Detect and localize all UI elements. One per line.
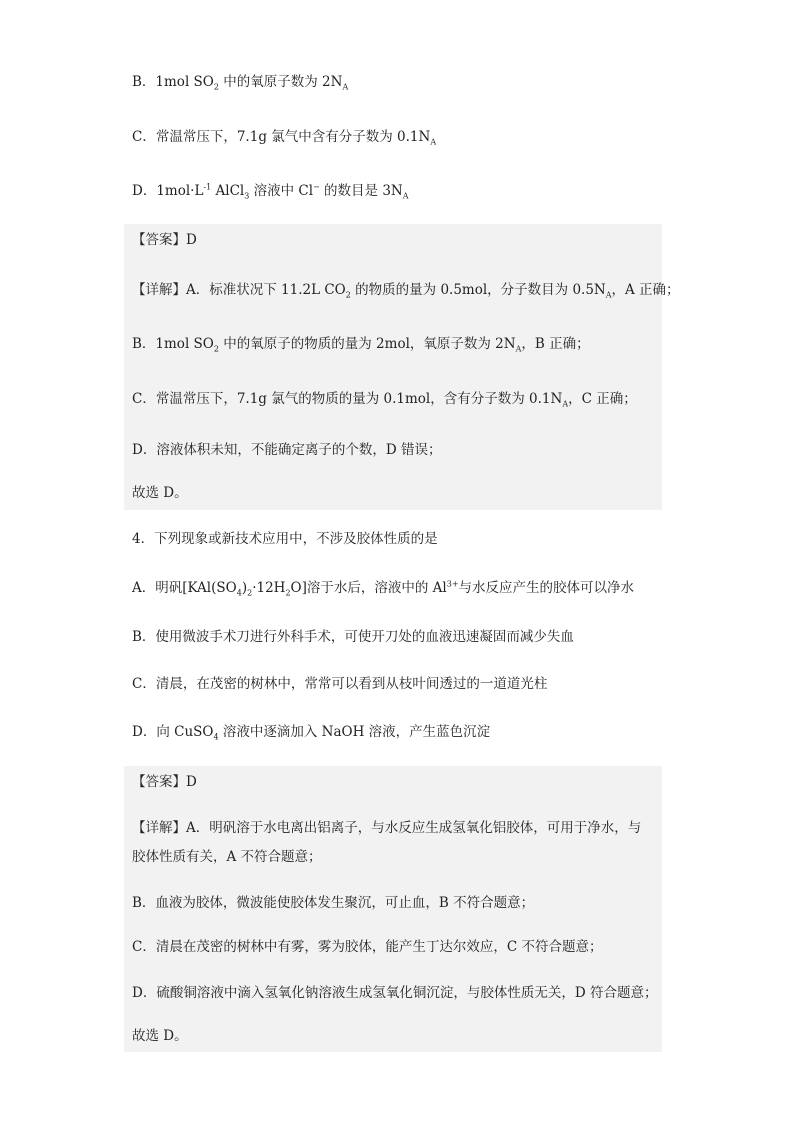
- text: D．向 CuSO: [132, 724, 214, 740]
- q4-detail-d: D．硫酸铜溶液中滴入氢氧化钠溶液生成氢氧化铜沉淀，与胶体性质无关，D 符合题意；: [132, 985, 658, 1001]
- option-label: B．: [132, 74, 156, 90]
- option-label: D．: [132, 183, 157, 199]
- subscript: 2: [345, 290, 351, 300]
- text: 的数目是 3N: [319, 183, 403, 199]
- superscript: −: [313, 182, 320, 192]
- q4-answer: 【答案】D: [132, 774, 197, 790]
- text: 【详解】A．标准状况下 11.2L CO: [132, 282, 346, 298]
- subscript: 4: [236, 588, 242, 598]
- text: ，C 正确；: [568, 391, 637, 407]
- q3-option-c: [132, 127, 662, 147]
- q4-option-d: [132, 722, 662, 742]
- q4-option-a: [132, 578, 662, 598]
- q4-detail-b: B．血液为胶体，微波能使胶体发生聚沉，可止血，B 不符合题意；: [132, 895, 535, 911]
- text: 常温常压下，7.1g 氯气中含有分子数为 0.1N: [155, 129, 431, 145]
- q3-option-b: [132, 72, 662, 92]
- q4-detail-c: C．清晨在茂密的树林中有雾，雾为胶体，能产生丁达尔效应，C 不符合题意；: [132, 939, 603, 955]
- text: AlCl: [211, 183, 245, 199]
- subscript: A: [515, 344, 522, 354]
- subscript: 2: [213, 344, 219, 354]
- subscript: A: [402, 191, 409, 201]
- text: 1mol SO: [155, 74, 214, 90]
- q4-detail-a-line2: 胶体性质有关，A 不符合题意；: [132, 849, 322, 865]
- text: 溶液中逐滴加入 NaOH 溶液，产生蓝色沉淀: [218, 724, 491, 740]
- text: 中的氧原子的物质的量为 2mol，氧原子数为 2N: [218, 336, 516, 352]
- subscript: 3: [244, 191, 250, 201]
- q4-conclusion: 故选 D。: [132, 1028, 188, 1044]
- subscript: 2: [247, 588, 253, 598]
- text: 溶液中 Cl: [249, 183, 314, 199]
- subscript: A: [430, 137, 437, 147]
- q3-option-d: [132, 181, 662, 201]
- q4-option-b: B．使用微波手术刀进行外科手术，可使开刀处的血液迅速凝固而减少失血: [132, 629, 574, 645]
- q4-detail-a-line1: 【详解】A．明矾溶于水电离出铝离子，与水反应生成氢氧化铝胶体，可用于净水，与: [132, 820, 642, 836]
- text: 的物质的量为 0.5mol，分子数目为 0.5N: [350, 282, 606, 298]
- text: 1mol·L: [156, 183, 204, 199]
- subscript: 2: [285, 588, 291, 598]
- subscript: A: [342, 82, 349, 92]
- q4-option-c: C．清晨，在茂密的树林中，常常可以看到从枝叶间透过的一道道光柱: [132, 676, 548, 692]
- q3-detail-b: [132, 334, 662, 354]
- answer-block-q3: [124, 224, 662, 510]
- text: C．常温常压下，7.1g 氯气的物质的量为 0.1mol，含有分子数为 0.1N: [132, 391, 563, 407]
- text: B．1mol SO: [132, 336, 214, 352]
- subscript: 4: [213, 732, 219, 742]
- subscript: 2: [213, 82, 219, 92]
- q3-conclusion: 故选 D。: [132, 485, 188, 501]
- subscript: A: [605, 290, 612, 300]
- q4-stem: 4．下列现象或新技术应用中，不涉及胶体性质的是: [132, 531, 438, 547]
- text: ，A 正确；: [611, 282, 680, 298]
- subscript: A: [562, 399, 569, 409]
- q3-detail-d: D．溶液体积未知，不能确定离子的个数，D 错误；: [132, 442, 442, 458]
- text: O]溶于水后，溶液中的 Al: [290, 580, 447, 596]
- option-label: C．: [132, 129, 156, 145]
- text: A．明矾[KAl(SO: [132, 580, 237, 596]
- q3-detail-a: [132, 280, 680, 300]
- text: 中的氧原子数为 2N: [218, 74, 343, 90]
- text: 与水反应产生的胶体可以净水: [458, 580, 635, 596]
- superscript: -1: [203, 182, 212, 192]
- text: ·12H: [252, 580, 286, 596]
- text: ): [241, 580, 248, 596]
- superscript: 3+: [446, 579, 459, 589]
- q3-detail-c: [132, 389, 662, 409]
- q3-answer: 【答案】D: [132, 232, 197, 248]
- text: ，B 正确；: [521, 336, 590, 352]
